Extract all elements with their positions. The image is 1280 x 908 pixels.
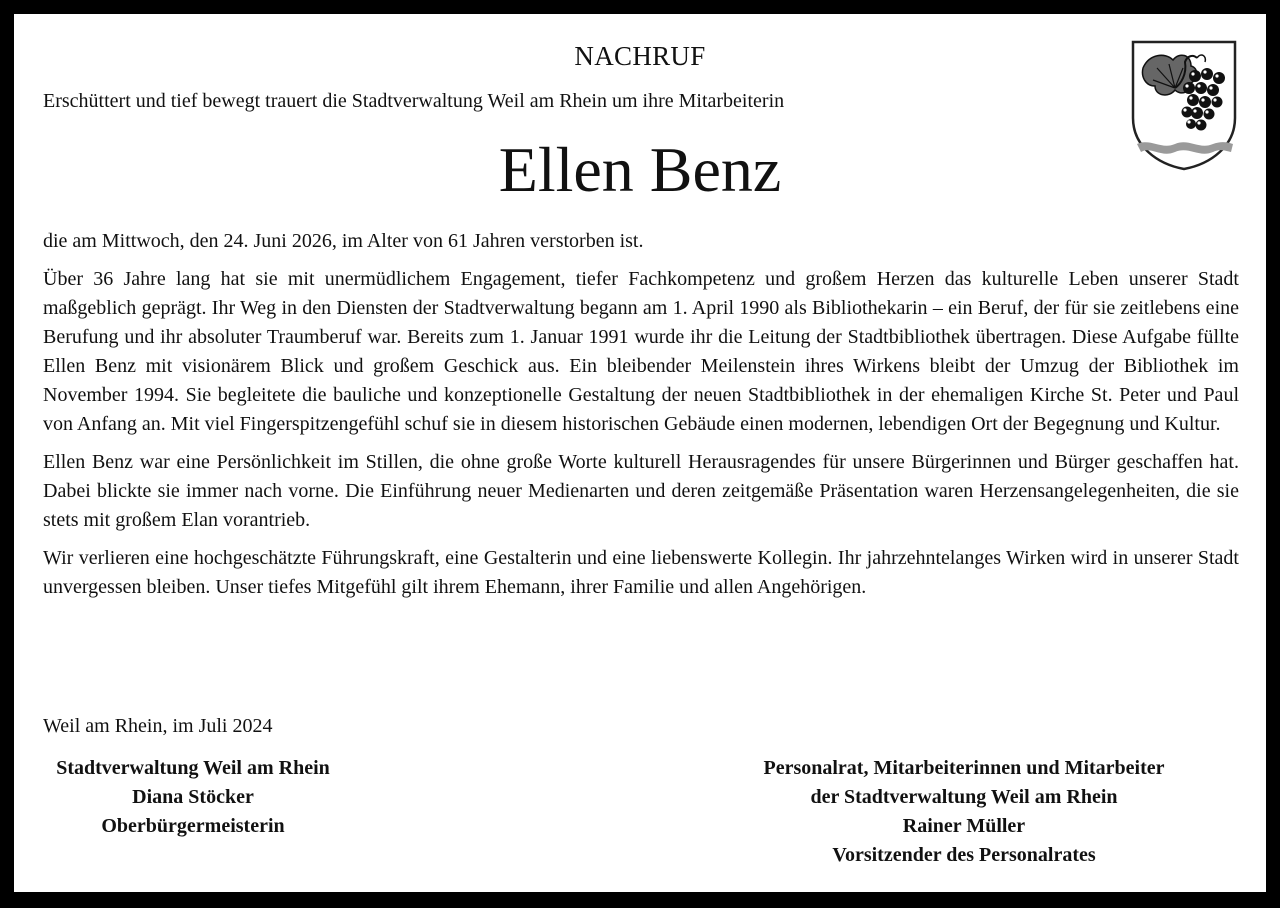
career-paragraph: Über 36 Jahre lang hat sie mit unermüdlichem Engagement, tiefer Fachkompetenz und großem Herzen das kulturelle Leben unserer Stadt maßgeblich geprägt. Ihr Weg in den Diensten der Stadtverwaltung begann am 1. April 1990 als Bibliothekarin – ein Beruf, der für sie zeitlebens eine Berufung und ihr absoluter Traumberuf war. Bereits zum 1. Januar 1991 wurde ihr die Leitung der Stadtbibliothek übertragen. Diese Aufgabe füllte Ellen Benz mit visionärem Blick und großem Geschick aus. Ein bleibender Meilenstein ihres Wirkens bleibt der Umzug der Bibliothek im November 1994. Sie begleitete die bauliche und konzeptionelle Gestaltung der neuen Stadtbibliothek in der ehemaligen Kirche St. Peter und Paul von Anfang an. Mit viel Fingerspitzengefühl schuf sie in diesem historischen Gebäude einen modernen, lebendigen Ort der Begegnung und Kultur. xyxy=(43,268,1239,435)
signature-right-organization-2: der Stadtverwaltung Weil am Rhein xyxy=(810,786,1118,808)
signature-right-name: Rainer Müller xyxy=(902,815,1026,837)
death-notice-paragraph: die am Mittwoch, den 24. Juni 2026, im Alter von 61 Jahren verstorben ist. xyxy=(43,230,644,252)
deceased-name: Ellen Benz xyxy=(498,134,782,205)
place-date: Weil am Rhein, im Juli 2024 xyxy=(43,715,273,737)
signature-right-title: Vorsitzender des Personalrates xyxy=(832,844,1096,866)
signature-right-organization: Personalrat, Mitarbeiterinnen und Mitarbeiter xyxy=(763,757,1165,779)
signature-left-name: Diana Stöcker xyxy=(132,786,254,808)
personality-paragraph: Ellen Benz war eine Persönlichkeit im Stillen, die ohne große Worte kulturell Herausragendes für unsere Bürgerinnen und Bürger geschaffen hat. Dabei blickte sie immer nach vorne. Die Einführung neuer Medienarten und deren zeitgemäße Präsentation waren Herzensangelegenheiten, die sie stets mit großem Elan vorantrieb. xyxy=(43,451,1239,531)
signature-left-organization: Stadtverwaltung Weil am Rhein xyxy=(56,757,330,779)
obituary-heading: NACHRUF xyxy=(574,41,706,71)
signature-staff-council xyxy=(700,754,1228,870)
signature-left-title: Oberbürgermeisterin xyxy=(101,815,285,837)
obituary-body xyxy=(43,227,1239,611)
intro-text: Erschüttert und tief bewegt trauert die Stadtverwaltung Weil am Rhein um ihre Mitarbeiterin xyxy=(43,90,785,112)
signature-city-administration xyxy=(43,754,343,841)
condolence-paragraph: Wir verlieren eine hochgeschätzte Führungskraft, eine Gestalterin und eine liebenswerte Kollegin. Ihr jahrzehntelanges Wirken wird in unserer Stadt unvergessen bleiben. Unser tiefes Mitgefühl gilt ihrem Ehemann, ihrer Familie und allen Angehörigen. xyxy=(43,547,1239,598)
